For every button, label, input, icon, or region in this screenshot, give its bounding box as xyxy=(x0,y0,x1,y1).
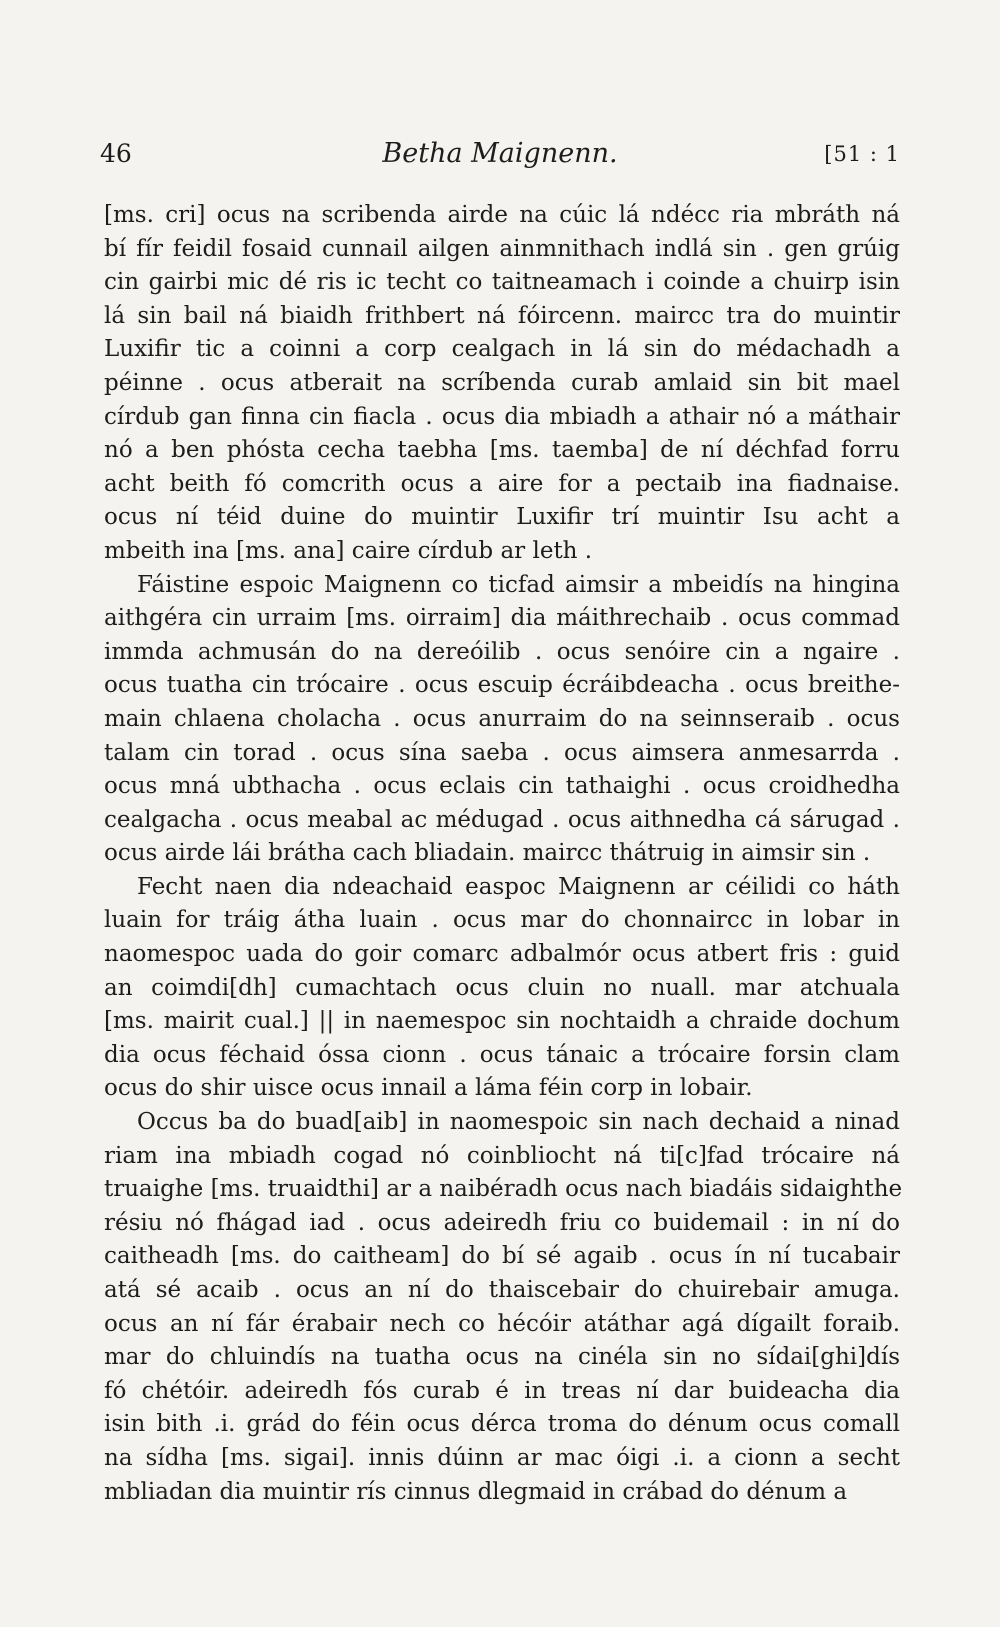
text-line: immda achmusán do na dereóilib . ocus senóire cin a ngaire . xyxy=(104,638,900,665)
text-line: an coimdi[dh] cumachtach ocus cluin no nuall. mar atchuala xyxy=(104,974,900,1001)
text-line: lá sin bail ná biaidh frithbert ná fóircenn. mairсс tra do muintir xyxy=(104,302,900,329)
text-line: résiu nó fhágad iad . ocus adeiredh friu co buidemail : in ní do xyxy=(104,1209,900,1236)
text-line: main chlaena cholacha . ocus anurraim do na seinnseraib . ocus xyxy=(104,705,900,732)
text-line: luain for tráig átha luain . ocus mar do chonnairсс in lobar in xyxy=(104,907,900,934)
text-line: Fáistine espoic Maignenn co ticfad aimsir a mbeidís na hingina xyxy=(137,571,900,598)
text-line: mbeith ina [ms. ana] caire círdub ar leth . xyxy=(104,537,593,564)
text-line: atá sé acaib . ocus an ní do thaiscebair do chuirebair amuga. xyxy=(104,1277,900,1303)
text-line: [ms. mairit cual.] || in naemespoc sin nochtaidh a chraide dochum xyxy=(104,1008,900,1035)
text-line: naomespoc uada do goir comarc adbalmór ocus atbert fris : guid xyxy=(104,941,900,968)
text-line: cealgacha . ocus meabal ac médugad . ocus aithnedha cá sárugad . xyxy=(104,806,900,833)
text-line: Occus ba do buad[aib] in naomespoic sin nach dechaid a ninad xyxy=(137,1109,900,1136)
text-line: isin bith .i. grád do féin ocus dérca troma do dénum ocus comall xyxy=(104,1411,900,1438)
text-line: truaighe [ms. truaidthi] ar a naibéradh ocus nach biadáis sidaighthe xyxy=(104,1176,903,1203)
text-line: dia ocus féchaid óssa cionn . ocus tánaic a trócaire forsin clam xyxy=(104,1041,900,1068)
text-line: fó chétóir. adeiredh fós curab é in treas ní dar buideacha dia xyxy=(104,1377,900,1404)
text-line: aithgéra cin urraim [ms. oirraim] dia máithrechaib . ocus commad xyxy=(104,605,900,632)
text-line: caitheadh [ms. do caitheam] do bí sé agaib . ocus ín ní tucabair xyxy=(104,1243,900,1270)
text-line: ocus an ní fár érabair nech co hécóir atáthar agá dígailt foraib. xyxy=(104,1310,900,1337)
text-line: Luxifir tic a coinni a corp cealgach in lá sin do médachadh a xyxy=(104,336,900,363)
page-number: 46 xyxy=(100,139,132,168)
text-line: cin gairbi mic dé ris ic techt co taitneamach i coinde a chuirp isin xyxy=(104,269,900,296)
text-line: nó a ben phósta cecha taebha [ms. taemba] de ní déchfad forru xyxy=(104,437,900,464)
text-line: círdub gan finna cin fiacla . ocus dia mbiadh a athair nó a máthair xyxy=(104,403,900,430)
text-line: Fecht naen dia ndeachaid easpoc Maignenn ar céilidi co háth xyxy=(137,873,900,900)
text-line: mar do chluindís na tuatha ocus na cinéla sin no sídai[ghi]dís xyxy=(104,1344,900,1371)
running-header xyxy=(100,134,900,174)
text-line: ocus ní téid duine do muintir Luxifir trí muintir Isu acht a xyxy=(104,504,900,531)
text-line: ocus do shir uisce ocus innail a láma féin corp in lobair. xyxy=(104,1075,753,1102)
text-line: péinne . ocus atberait na scríbenda curab amlaid sin bit mael xyxy=(104,369,900,396)
section-reference: [51 : 1 xyxy=(824,142,900,166)
text-line: ocus tuatha cin trócaire . ocus escuip écráibdeacha . ocus breithe- xyxy=(104,672,900,699)
text-line: talam cin torad . ocus sína saeba . ocus aimsera anmesarrda . xyxy=(104,739,900,766)
text-line: acht beith fó comcrith ocus a aire for a pectaib ina fiadnaise. xyxy=(104,470,900,497)
running-title: Betha Maignenn. xyxy=(382,138,618,169)
text-line: ocus mná ubthacha . ocus eclais cin tathaighi . ocus croidhedha xyxy=(104,773,900,800)
text-line: mbliadan dia muintir rís cinnus dlegmaid in crábad do dénum a xyxy=(104,1478,848,1505)
text-line: riam ina mbiadh cogad nó coinbliocht ná ti[c]fad trócaire ná xyxy=(104,1142,900,1169)
text-line: [ms. cri] ocus na scribenda airde na cúic lá ndécc ria mbráth ná xyxy=(104,202,900,228)
text-line: na sídha [ms. sigai]. innis dúinn ar mac óigi .i. a cionn a secht xyxy=(104,1444,900,1471)
body-text xyxy=(104,199,903,1509)
text-line: ocus airde lái brátha cach bliadain. mairсс thátruig in aimsir sin . xyxy=(104,840,871,867)
text-line: bí fír feidil fosaid cunnail ailgen ainmnithach indlá sin . gen grúig xyxy=(104,235,900,262)
